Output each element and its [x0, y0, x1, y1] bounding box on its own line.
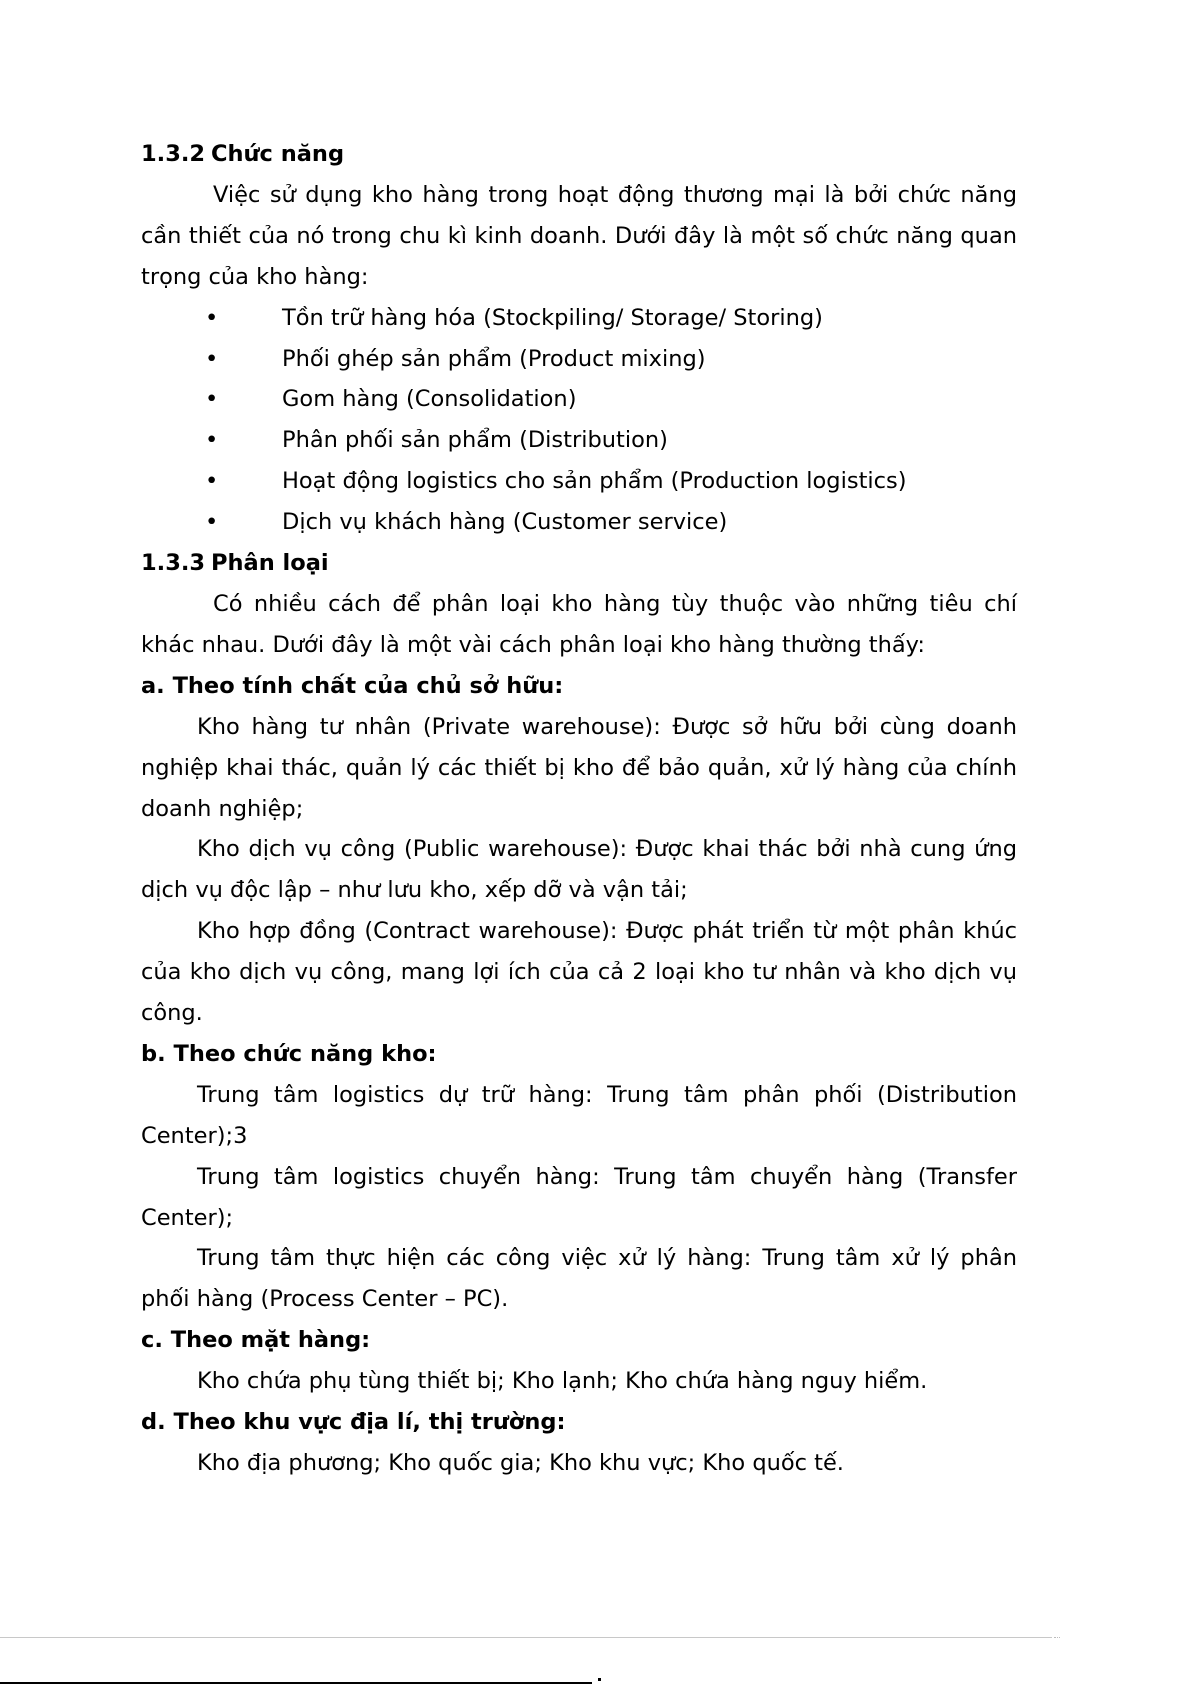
paragraph-contract-warehouse: Kho hợp đồng (Contract warehouse): Được phát triển từ một phân khúc của kho dịch vụ công, mang lợi ích của cả 2 loại kho tư nhân và kho dịch vụ công.: [141, 918, 1017, 1027]
list-item: • Gom hàng (Consolidation): [141, 379, 1017, 420]
section-title: Phân loại: [211, 550, 329, 577]
footer-divider: [0, 1637, 1052, 1638]
section-title: Chức năng: [211, 141, 345, 167]
paragraph-intro-classification: Có nhiều cách để phân loại kho hàng tùy thuộc vào những tiêu chí khác nhau. Dưới đây là một vài cách phân loại kho hàng thường thấy:: [141, 590, 1017, 658]
bullet-icon: •: [205, 345, 219, 372]
subheading-d: d. Theo khu vực địa lí, thị trường:: [141, 1409, 566, 1436]
paragraph-intro-functions: Việc sử dụng kho hàng trong hoạt động thương mại là bởi chức năng cần thiết của nó trong chu kì kinh doanh. Dưới đây là một số chức năng quan trọng của kho hàng:: [141, 181, 1017, 290]
subheading-c: c. Theo mặt hàng:: [141, 1327, 371, 1354]
paragraph-transfer-center: Trung tâm logistics chuyển hàng: Trung tâm chuyển hàng (Transfer Center);: [141, 1163, 1017, 1231]
list-item: • Dịch vụ khách hàng (Customer service): [141, 502, 1017, 543]
paragraph-by-region: Kho địa phương; Kho quốc gia; Kho khu vực; Kho quốc tế.: [197, 1450, 844, 1476]
paragraph-public-warehouse: Kho dịch vụ công (Public warehouse): Được khai thác bởi nhà cung ứng dịch vụ độc lập – như lưu kho, xếp dỡ và vận tải;: [141, 836, 1017, 904]
document-page: [141, 134, 1017, 1484]
list-item: • Phối ghép sản phẩm (Product mixing): [141, 339, 1017, 380]
paragraph-by-goods: Kho chứa phụ tùng thiết bị; Kho lạnh; Kho chứa hàng nguy hiểm.: [197, 1368, 928, 1395]
footer-mark: [598, 1678, 601, 1681]
paragraph-private-warehouse: Kho hàng tư nhân (Private warehouse): Được sở hữu bởi cùng doanh nghiệp khai thác, quản lý các thiết bị kho để bảo quản, xử lý hàng của chính doanh nghiệp;: [141, 713, 1017, 822]
footer-divider-tail: [1054, 1637, 1060, 1638]
bullet-icon: •: [205, 509, 219, 536]
section-heading-1-3-3: [141, 543, 1017, 584]
bullet-icon: •: [205, 468, 219, 495]
list-item: • Phân phối sản phẩm (Distribution): [141, 420, 1017, 461]
subheading-b: b. Theo chức năng kho:: [141, 1040, 437, 1067]
function-bullet-list: [141, 298, 1017, 543]
bullet-icon: •: [205, 386, 219, 413]
section-heading-1-3-2: [141, 134, 1017, 175]
paragraph-distribution-center: Trung tâm logistics dự trữ hàng: Trung tâm phân phối (Distribution Center);3: [141, 1081, 1017, 1149]
bullet-icon: •: [205, 304, 219, 331]
subheading-a: a. Theo tính chất của chủ sở hữu:: [141, 672, 564, 699]
list-item: • Tồn trữ hàng hóa (Stockpiling/ Storage/ Storing): [141, 298, 1017, 339]
section-number: 1.3.3: [141, 550, 206, 577]
paragraph-process-center: Trung tâm thực hiện các công việc xử lý hàng: Trung tâm xử lý phân phối hàng (Process Center – PC).: [141, 1245, 1017, 1313]
section-number: 1.3.2: [141, 141, 206, 167]
list-item: • Hoạt động logistics cho sản phẩm (Production logistics): [141, 461, 1017, 502]
footnote-separator: [0, 1682, 592, 1684]
bullet-icon: •: [205, 427, 219, 454]
